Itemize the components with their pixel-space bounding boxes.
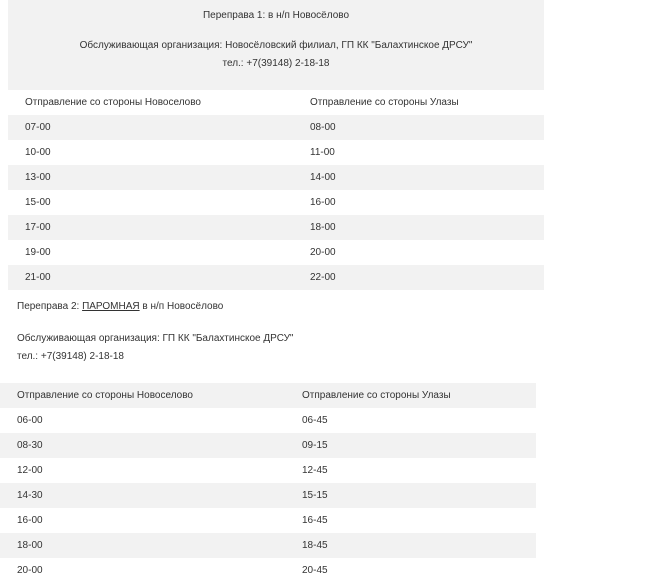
table-row <box>0 533 536 558</box>
table-row <box>0 558 536 583</box>
departure-time: 14-00 <box>295 165 544 190</box>
departure-time: 08-30 <box>0 433 287 458</box>
departure-time: 22-00 <box>295 265 544 290</box>
crossing1-org: Обслуживающая организация: Новосёловский филиал, ГП КК "Балахтинское ДРСУ" <box>79 40 473 51</box>
departure-time: 12-45 <box>302 465 328 476</box>
crossing1-header <box>8 0 544 90</box>
table-header-row <box>8 90 544 115</box>
departure-time: 17-00 <box>8 215 295 240</box>
ferry-link[interactable]: ПАРОМНАЯ <box>82 301 140 312</box>
departure-time: 21-00 <box>8 265 295 290</box>
crossing2-phone: тел.: +7(39148) 2-18-18 <box>17 351 124 362</box>
departure-time: 11-00 <box>310 147 335 158</box>
crossing2-org: Обслуживающая организация: ГП КК "Балахтинское ДРСУ" <box>17 333 294 344</box>
departure-time: 12-00 <box>17 465 43 476</box>
table-row <box>8 240 544 265</box>
departure-time: 13-00 <box>8 165 295 190</box>
table-row <box>8 265 544 290</box>
table-row <box>0 433 536 458</box>
crossing2-title-suffix: в н/п Новосёлово <box>139 301 224 312</box>
crossing1-title: Переправа 1: в н/п Новосёлово <box>202 10 350 21</box>
departure-time: 08-00 <box>295 115 544 140</box>
departure-time: 16-00 <box>310 197 336 208</box>
departure-time: 20-00 <box>17 565 43 576</box>
table-row <box>8 140 544 165</box>
departure-time: 10-00 <box>25 147 51 158</box>
departure-time: 16-00 <box>17 515 43 526</box>
crossing2-schedule-table <box>0 383 536 583</box>
departure-time: 06-00 <box>17 415 43 426</box>
departure-time: 14-30 <box>0 483 287 508</box>
departure-time: 18-00 <box>295 215 544 240</box>
table-row <box>0 458 536 483</box>
crossing2-title-prefix: Переправа 2: <box>17 301 83 312</box>
column-header: Отправление со стороны Улазы <box>310 97 459 108</box>
table-row <box>0 483 536 508</box>
table-row <box>8 165 544 190</box>
departure-time: 16-45 <box>302 515 328 526</box>
departure-time: 18-45 <box>287 533 536 558</box>
table-row <box>8 115 544 140</box>
departure-time: 06-45 <box>302 415 328 426</box>
table-row <box>0 408 536 433</box>
crossing2-title <box>17 301 223 312</box>
departure-time: 07-00 <box>8 115 295 140</box>
departure-time: 18-00 <box>0 533 287 558</box>
table-row <box>8 215 544 240</box>
crossing1-phone: тел.: +7(39148) 2-18-18 <box>222 58 330 69</box>
column-header: Отправление со стороны Улазы <box>287 383 536 408</box>
table-header-row <box>0 383 536 408</box>
column-header: Отправление со стороны Новоселово <box>25 97 201 108</box>
departure-time: 20-00 <box>310 247 336 258</box>
column-header: Отправление со стороны Новоселово <box>0 383 287 408</box>
departure-time: 20-45 <box>302 565 328 576</box>
departure-time: 19-00 <box>25 247 51 258</box>
departure-time: 15-15 <box>287 483 536 508</box>
departure-time: 09-15 <box>287 433 536 458</box>
crossing1-schedule-table <box>8 90 544 290</box>
departure-time: 15-00 <box>25 197 51 208</box>
table-row <box>0 508 536 533</box>
table-row <box>8 190 544 215</box>
